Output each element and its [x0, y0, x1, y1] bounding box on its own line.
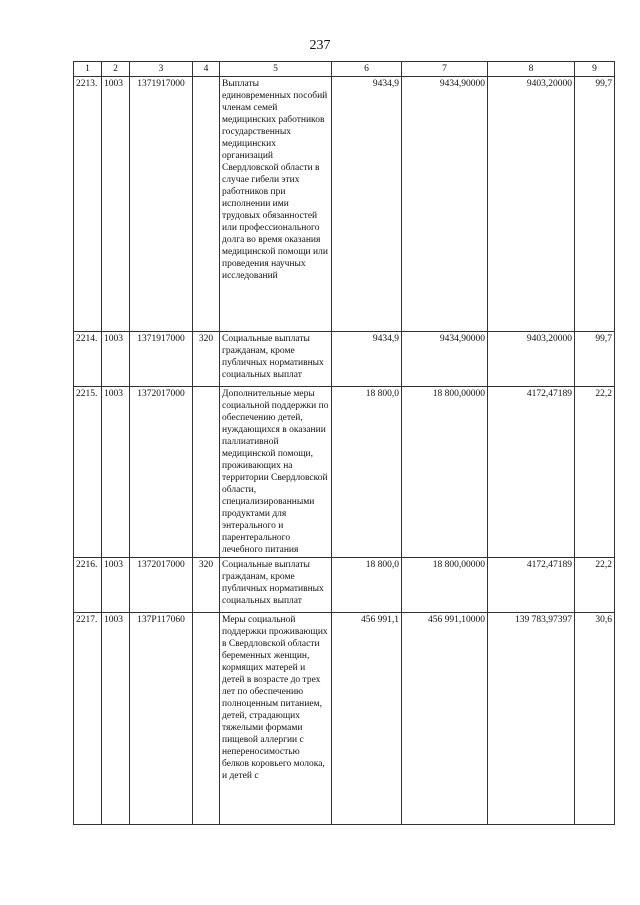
budget-table — [73, 61, 615, 825]
section-code: 1003 — [102, 387, 130, 558]
target-code: 1371917000 — [130, 77, 193, 332]
expense-type-code — [193, 77, 220, 332]
row-number: 2215. — [74, 387, 102, 558]
item-name: Дополнительные меры социальной поддержки по обеспечению детей, нуждающихся в оказании паллиативной медицинской помощи, проживающих на территории Свердловской области, специализированными продуктами для энтерального и парентерального лечебного питания — [220, 387, 332, 558]
execution-percent: 22,2 — [575, 387, 615, 558]
executed-amount: 9403,20000 — [488, 332, 575, 387]
column-header: 8 — [488, 62, 575, 77]
execution-percent: 99,7 — [575, 332, 615, 387]
column-header: 3 — [130, 62, 193, 77]
target-code: 1372017000 — [130, 387, 193, 558]
row-number: 2216. — [74, 558, 102, 613]
clarified-amount: 9434,90000 — [402, 77, 488, 332]
executed-amount: 9403,20000 — [488, 77, 575, 332]
section-code: 1003 — [102, 613, 130, 825]
execution-percent: 30,6 — [575, 613, 615, 825]
expense-type-code: 320 — [193, 558, 220, 613]
row-number: 2214. — [74, 332, 102, 387]
section-code: 1003 — [102, 332, 130, 387]
column-header: 2 — [102, 62, 130, 77]
column-header: 6 — [332, 62, 402, 77]
column-header: 7 — [402, 62, 488, 77]
column-header: 5 — [220, 62, 332, 77]
table-row — [74, 613, 615, 825]
row-number: 2213. — [74, 77, 102, 332]
clarified-amount: 9434,90000 — [402, 332, 488, 387]
row-number: 2217. — [74, 613, 102, 825]
planned-amount: 18 800,0 — [332, 558, 402, 613]
executed-amount: 4172,47189 — [488, 558, 575, 613]
planned-amount: 456 991,1 — [332, 613, 402, 825]
table-row — [74, 558, 615, 613]
item-name: Социальные выплаты гражданам, кроме публичных нормативных социальных выплат — [220, 558, 332, 613]
header-row — [74, 62, 615, 77]
page-number: 237 — [309, 38, 331, 53]
execution-percent: 22,2 — [575, 558, 615, 613]
column-header: 9 — [575, 62, 615, 77]
item-name: Социальные выплаты гражданам, кроме публичных нормативных социальных выплат — [220, 332, 332, 387]
target-code: 137P117060 — [130, 613, 193, 825]
target-code: 1372017000 — [130, 558, 193, 613]
column-header: 4 — [193, 62, 220, 77]
table-row — [74, 332, 615, 387]
clarified-amount: 18 800,00000 — [402, 387, 488, 558]
expense-type-code — [193, 613, 220, 825]
planned-amount: 18 800,0 — [332, 387, 402, 558]
column-header: 1 — [74, 62, 102, 77]
item-name: Выплаты единовременных пособий членам семей медицинских работников государственных медицинских организаций Свердловской области в случае гибели этих работников при исполнении ими трудовых обязанностей или профессионального долга во время оказания медицинской помощи или проведения научных исследований — [220, 77, 332, 332]
section-code: 1003 — [102, 558, 130, 613]
item-name: Меры социальной поддержки проживающих в Свердловской области беременных женщин, кормящих матерей и детей в возрасте до трех лет по обеспечению полноценным питанием, детей, страдающих тяжелыми формами пищевой аллергии с непереносимостью белков коровьего молока, и детей с — [220, 613, 332, 825]
clarified-amount: 18 800,00000 — [402, 558, 488, 613]
planned-amount: 9434,9 — [332, 77, 402, 332]
table-row — [74, 387, 615, 558]
clarified-amount: 456 991,10000 — [402, 613, 488, 825]
table-row — [74, 77, 615, 332]
expense-type-code: 320 — [193, 332, 220, 387]
planned-amount: 9434,9 — [332, 332, 402, 387]
section-code: 1003 — [102, 77, 130, 332]
execution-percent: 99,7 — [575, 77, 615, 332]
executed-amount: 139 783,97397 — [488, 613, 575, 825]
expense-type-code — [193, 387, 220, 558]
target-code: 1371917000 — [130, 332, 193, 387]
executed-amount: 4172,47189 — [488, 387, 575, 558]
